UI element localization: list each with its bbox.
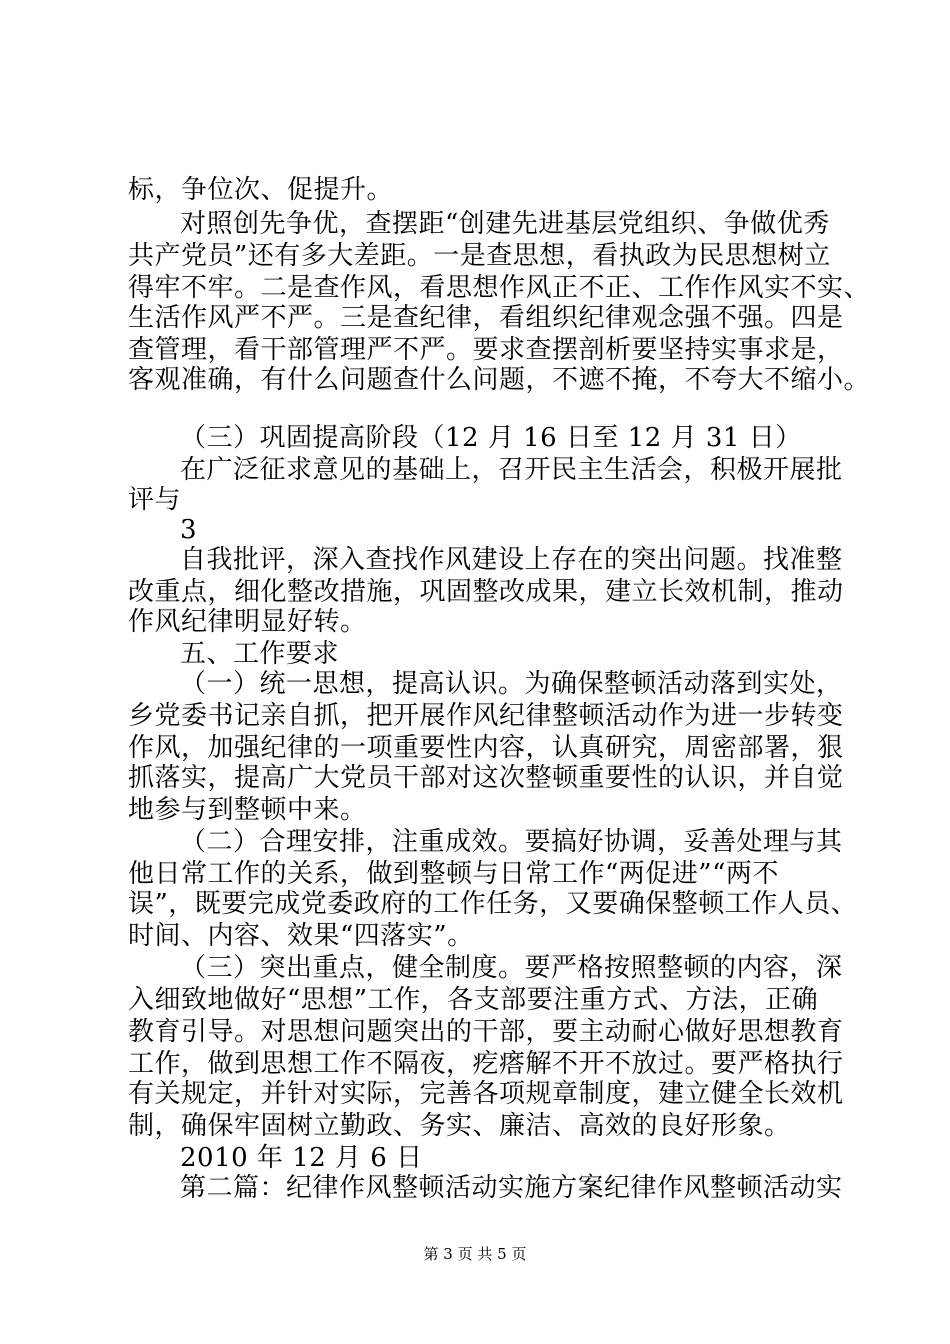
next-section-title: 第二篇：纪律作风整顿活动实施方案纪律作风整顿活动实 — [180, 1173, 843, 1203]
section-heading: （三）巩固提高阶段（12 月 16 日至 12 月 31 日） — [180, 423, 802, 453]
body-line: 作风纪律明显好转。 — [128, 607, 367, 637]
body-line: （二）合理安排，注重成效。要搞好协调，妥善处理与其 — [180, 827, 843, 857]
body-line: 客观准确，有什么问题查什么问题，不遮不掩，不夸大不缩小。 — [128, 365, 871, 395]
body-line: 抓落实，提高广大党员干部对这次整顿重要性的认识，并自觉 — [128, 763, 844, 793]
body-line: 生活作风严不严。三是查纪律，看组织纪律观念强不强。四是 — [128, 303, 844, 333]
body-line: 有关规定，并针对实际，完善各项规章制度，建立健全长效机 — [128, 1079, 844, 1109]
body-line: 得牢不牢。二是查作风，看思想作风正不正、工作作风实不实、 — [128, 273, 871, 303]
page-number-inline: 3 — [180, 515, 198, 545]
body-line: 误”，既要完成党委政府的工作任务，又要确保整顿工作人员、 — [128, 889, 858, 919]
body-line: 评与 — [128, 485, 182, 515]
body-line: 查管理，看干部管理严不严。要求查摆剖析要坚持实事求是， — [128, 335, 844, 365]
body-line: 标，争位次、促提升。 — [128, 175, 394, 205]
body-line: 自我批评，深入查找作风建设上存在的突出问题。找准整 — [180, 545, 843, 575]
body-line: 教育引导。对思想问题突出的干部，要主动耐心做好思想教育 — [128, 1017, 844, 1047]
page-footer: 第 3 页 共 5 页 — [423, 1245, 527, 1263]
body-line: 他日常工作的关系，做到整顿与日常工作“两促进”“两不 — [128, 859, 779, 889]
body-line: 制，确保牢固树立勤政、务实、廉洁、高效的良好形象。 — [128, 1111, 791, 1141]
section-heading: 五、工作要求 — [180, 639, 340, 669]
body-line: （一）统一思想，提高认识。为确保整顿活动落到实处， — [180, 669, 843, 699]
body-line: 共产党员”还有多大差距。一是查思想，看执政为民思想树立 — [128, 241, 831, 271]
document-date: 2010 年 12 月 6 日 — [180, 1143, 423, 1173]
body-line: 在广泛征求意见的基础上，召开民主生活会，积极开展批 — [180, 455, 843, 485]
body-line: 作风，加强纪律的一项重要性内容，认真研究，周密部署，狠 — [128, 733, 844, 763]
body-line: 入细致地做好“思想”工作，各支部要注重方式、方法，正确 — [128, 985, 819, 1015]
body-line: 改重点，细化整改措施，巩固整改成果，建立长效机制，推动 — [128, 577, 844, 607]
body-line: 地参与到整顿中来。 — [128, 795, 367, 825]
body-line: 对照创先争优，查摆距“创建先进基层党组织、争做优秀 — [180, 209, 830, 239]
body-line: 工作，做到思想工作不隔夜，疙瘩解不开不放过。要严格执行 — [128, 1049, 844, 1079]
body-line: 时间、内容、效果“四落实”。 — [128, 921, 474, 951]
body-line: 乡党委书记亲自抓，把开展作风纪律整顿活动作为进一步转变 — [128, 701, 844, 731]
body-line: （三）突出重点，健全制度。要严格按照整顿的内容，深 — [180, 953, 843, 983]
